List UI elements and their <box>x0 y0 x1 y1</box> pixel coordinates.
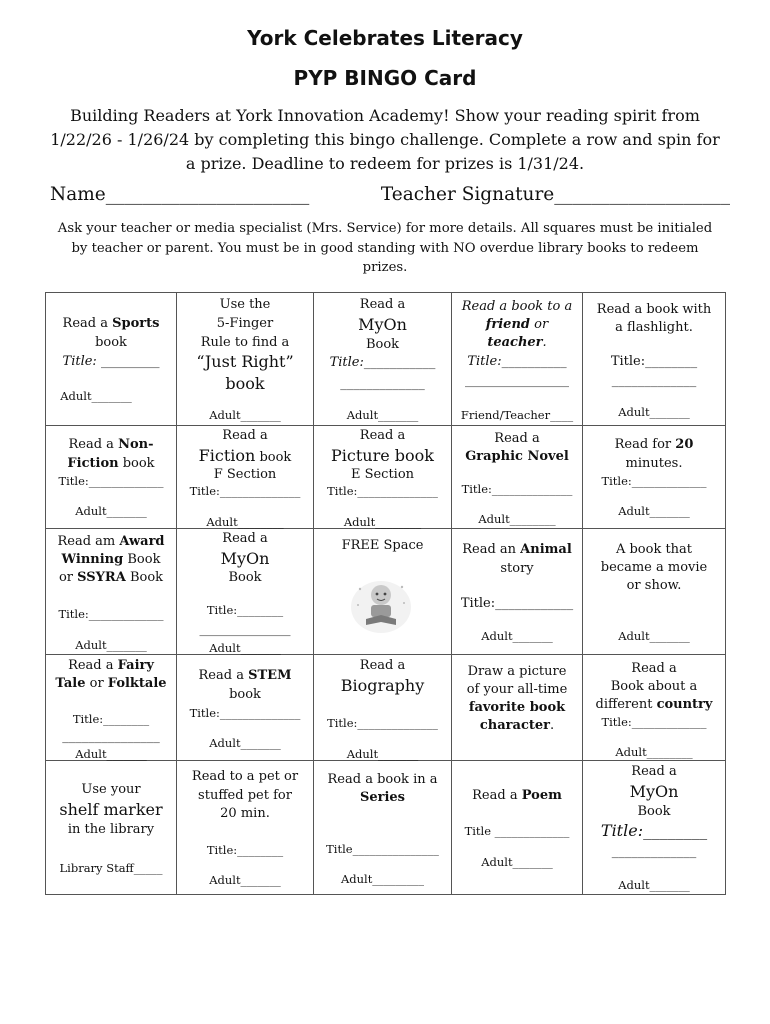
signature-row <box>50 184 730 205</box>
cell-text: Read a book in a <box>327 772 438 787</box>
cell-text: MyOn <box>220 549 270 568</box>
cell-text: MyOn <box>358 315 407 334</box>
adult-line: Adult_______ <box>346 747 419 761</box>
cell-text: . <box>542 335 547 350</box>
page-subtitle: PYP BINGO Card <box>293 66 477 90</box>
friend-teacher-line: Friend/Teacher____ <box>460 408 574 422</box>
cell-text: book <box>229 687 261 702</box>
cell-text: Read a <box>222 428 268 443</box>
cell-text: Read a book with <box>596 302 712 317</box>
adult-line: Adult_______ <box>209 736 281 750</box>
cell-text: Poem <box>521 788 562 803</box>
bingo-square-fiction[interactable] <box>177 426 314 529</box>
bingo-square-animal-story[interactable] <box>452 529 583 655</box>
adult-line: Adult_______ <box>481 855 553 869</box>
adult-line: Adult_______ <box>75 504 147 518</box>
instructions-note <box>40 219 730 278</box>
cell-text: Use your <box>81 782 141 797</box>
cell-text: or <box>58 570 78 585</box>
cell-text: Read a <box>631 764 677 779</box>
cell-text: in the library <box>67 822 155 837</box>
cell-text: Read a <box>359 428 406 443</box>
cell-text: Tale <box>55 676 86 691</box>
cell-text: Read a <box>68 437 119 452</box>
cell-text: minutes. <box>625 456 683 471</box>
cell-text: Award <box>119 534 165 549</box>
title-line: Title:_____________ <box>601 474 707 488</box>
cell-text: Read a book to a <box>461 299 573 314</box>
cell-text: “Just Right” <box>196 352 294 371</box>
bingo-row <box>46 761 726 895</box>
cell-text: Use the <box>219 297 271 312</box>
cell-text: F Section <box>213 467 277 482</box>
bingo-square-graphic-novel[interactable] <box>452 426 583 529</box>
title-line: Title:________ <box>600 821 708 840</box>
bingo-square-myon-1[interactable] <box>314 293 452 426</box>
cell-text: different <box>595 697 657 712</box>
adult-line: Adult_______ <box>209 641 281 655</box>
note-line: by teacher or parent. You must be in good standing with NO overdue library books to redeem <box>71 240 699 256</box>
bingo-square-shelf-marker[interactable] <box>46 761 177 895</box>
bingo-row <box>46 293 726 426</box>
cell-text: Book <box>228 570 262 585</box>
bingo-square-five-finger[interactable] <box>177 293 314 426</box>
cell-text: character <box>479 718 550 733</box>
cell-text: teacher <box>487 335 543 350</box>
cell-text: stuffed pet for <box>198 788 292 803</box>
cell-text: friend <box>485 317 530 332</box>
adult-line: Adult________ <box>478 512 556 526</box>
cell-text: a flashlight. <box>615 320 693 335</box>
cell-text: 20 min. <box>220 806 270 821</box>
blank-line: ______________ <box>199 622 291 637</box>
bingo-square-read-to-pet[interactable] <box>177 761 314 895</box>
bingo-square-movie-book[interactable] <box>583 529 726 655</box>
blank-line: _____________ <box>340 376 425 391</box>
cell-text: Read a <box>68 658 118 673</box>
cell-text: or show. <box>626 578 682 593</box>
bingo-square-stem[interactable] <box>177 655 314 761</box>
adult-line: Adult_________ <box>340 872 425 886</box>
cell-text: Rule to find a <box>200 335 290 350</box>
cell-text: Fiction <box>67 456 119 471</box>
title-line: Title:__________ <box>467 354 567 369</box>
intro-line: 1/22/26 - 1/26/24 by completing this bingo challenge. Complete a row and spin for <box>50 130 720 149</box>
free-space-label: FREE Space <box>341 538 424 553</box>
note-line: prizes. <box>362 260 408 275</box>
cell-text: Biography <box>340 676 425 695</box>
cell-text: shelf marker <box>59 800 163 819</box>
cell-text: Winning <box>61 552 124 567</box>
cell-text: became a movie <box>600 560 708 575</box>
bingo-square-20-minutes[interactable] <box>583 426 726 529</box>
title-line: Title:______________ <box>189 706 301 720</box>
cell-text: book <box>225 374 265 393</box>
blank-line: _____________ <box>611 844 697 859</box>
cell-text: Sports <box>112 316 160 331</box>
cell-text: Read a <box>359 658 406 673</box>
bingo-grid <box>45 292 726 895</box>
cell-text: country <box>656 697 713 712</box>
adult-line: Adult________ <box>343 515 422 529</box>
adult-line: Adult_______ <box>60 389 132 403</box>
cell-text: Series <box>359 790 406 805</box>
cell-text: Read am <box>57 534 120 549</box>
cell-text: favorite book <box>468 700 566 715</box>
bingo-square-country[interactable] <box>583 655 726 761</box>
bingo-square-biography[interactable] <box>314 655 452 761</box>
cell-text: book <box>95 335 127 350</box>
cell-text: Book about a <box>610 679 698 694</box>
title-line: Title:________ <box>206 843 284 857</box>
bingo-square-picture-book[interactable] <box>314 426 452 529</box>
teacher-signature-field[interactable]: Teacher Signature___________________ <box>380 184 730 205</box>
blank-line: _____________ <box>611 373 697 388</box>
page-title: York Celebrates Literacy <box>247 26 523 50</box>
cell-text: Read a <box>494 431 540 446</box>
cell-text: book <box>118 456 155 471</box>
cell-text: A book that <box>615 542 693 557</box>
name-field[interactable]: Name______________________ <box>50 184 310 205</box>
title-line: Title _____________ <box>464 824 570 838</box>
intro-text <box>40 104 730 176</box>
title-line: Title:________ <box>72 712 150 726</box>
bingo-square-myon-2[interactable] <box>177 529 314 655</box>
bingo-square-myon-3[interactable] <box>583 761 726 895</box>
title-line: Title:______________ <box>189 484 301 498</box>
cell-text: Fairy <box>117 658 154 673</box>
adult-line: Adult_______ <box>481 629 553 643</box>
title-line: Title:_____________ <box>58 474 164 488</box>
title-line: Title_______________ <box>326 842 439 856</box>
bingo-square-poem[interactable] <box>452 761 583 895</box>
library-staff-line: Library Staff_____ <box>59 861 163 875</box>
cell-text: Non- <box>118 437 154 452</box>
cell-text: Draw a picture <box>467 664 567 679</box>
cell-text: Animal <box>520 542 572 557</box>
note-line: Ask your teacher or media specialist (Mrs. Service) for more details. All squares must be initialed <box>57 221 713 236</box>
intro-line: Building Readers at York Innovation Academy! Show your reading spirit from <box>70 106 700 125</box>
cell-text: STEM <box>248 668 292 683</box>
cell-text: of your all-time <box>466 682 568 697</box>
cell-text: Book <box>125 570 164 585</box>
adult-line: Adult_______ <box>618 405 690 419</box>
cell-text: MyOn <box>629 782 679 801</box>
cell-text: Fiction <box>198 446 256 465</box>
cell-text: Read for <box>614 437 676 452</box>
cell-text: Book <box>637 804 671 819</box>
title-line: Title:_____________ <box>601 715 707 729</box>
title-line: Title:______________ <box>327 716 438 730</box>
adult-line: Adult_______ <box>75 747 147 761</box>
cell-text: Picture book <box>331 446 434 465</box>
cell-text: Read a <box>198 668 249 683</box>
bingo-square-free-space[interactable] <box>314 529 452 655</box>
title-line: Title:________ <box>610 354 698 369</box>
bingo-square-sports[interactable] <box>46 293 177 426</box>
cell-text: story <box>500 561 534 576</box>
bingo-square-read-to-friend[interactable] <box>452 293 583 426</box>
cell-text: Graphic Novel <box>465 449 569 464</box>
adult-line: Adult________ <box>615 745 693 759</box>
bingo-square-draw-character[interactable] <box>452 655 583 761</box>
cell-text: Read a <box>631 661 677 676</box>
reading-child-icon <box>346 575 416 635</box>
title-line: Title: _________ <box>62 354 160 369</box>
cell-text: Read an <box>462 542 521 557</box>
adult-line: Adult_______ <box>209 873 281 887</box>
bingo-row <box>46 426 726 529</box>
adult-line: Adult_______ <box>346 408 419 422</box>
bingo-square-award-winning[interactable] <box>46 529 177 655</box>
bingo-square-flashlight[interactable] <box>583 293 726 426</box>
adult-line: Adult_______ <box>618 504 690 518</box>
cell-text: Folktale <box>107 676 167 691</box>
cell-text: Read to a pet or <box>191 769 299 784</box>
adult-line: Adult_______ <box>618 878 690 892</box>
cell-text: Book <box>123 552 161 567</box>
bingo-row <box>46 655 726 761</box>
bingo-square-series[interactable] <box>314 761 452 895</box>
title-line: Title:______________ <box>327 484 438 498</box>
cell-text: 20 <box>675 437 694 452</box>
cell-text: Read a <box>62 316 113 331</box>
cell-text: Read a <box>472 788 522 803</box>
adult-line: Adult________ <box>206 515 284 529</box>
adult-line: Adult_______ <box>75 638 147 652</box>
title-line: Title:______________ <box>461 482 573 496</box>
cell-text: Book <box>365 337 400 352</box>
cell-text: or <box>85 676 108 691</box>
title-line: Title:____________ <box>460 596 574 611</box>
cell-text: Read a <box>359 297 406 312</box>
adult-line: Adult_______ <box>618 629 690 643</box>
blank-line: ________________ <box>465 373 569 388</box>
intro-line: a prize. Deadline to redeem for prizes is 1/31/24. <box>185 154 585 173</box>
title-line: Title:________ <box>206 603 284 617</box>
cell-text: . <box>549 718 555 733</box>
bingo-square-fairy-tale[interactable] <box>46 655 177 761</box>
cell-text: or <box>530 317 549 332</box>
title-line: Title:_____________ <box>58 607 164 621</box>
blank-line: _______________ <box>62 729 160 744</box>
bingo-row <box>46 529 726 655</box>
cell-text: 5-Finger <box>216 316 274 331</box>
bingo-square-non-fiction[interactable] <box>46 426 177 529</box>
adult-line: Adult_______ <box>209 408 281 422</box>
cell-text: SSYRA <box>77 570 126 585</box>
cell-text: E Section <box>350 467 415 482</box>
cell-text: Read a <box>222 531 268 546</box>
title-line: Title:___________ <box>329 355 436 370</box>
cell-text: book <box>255 450 292 465</box>
